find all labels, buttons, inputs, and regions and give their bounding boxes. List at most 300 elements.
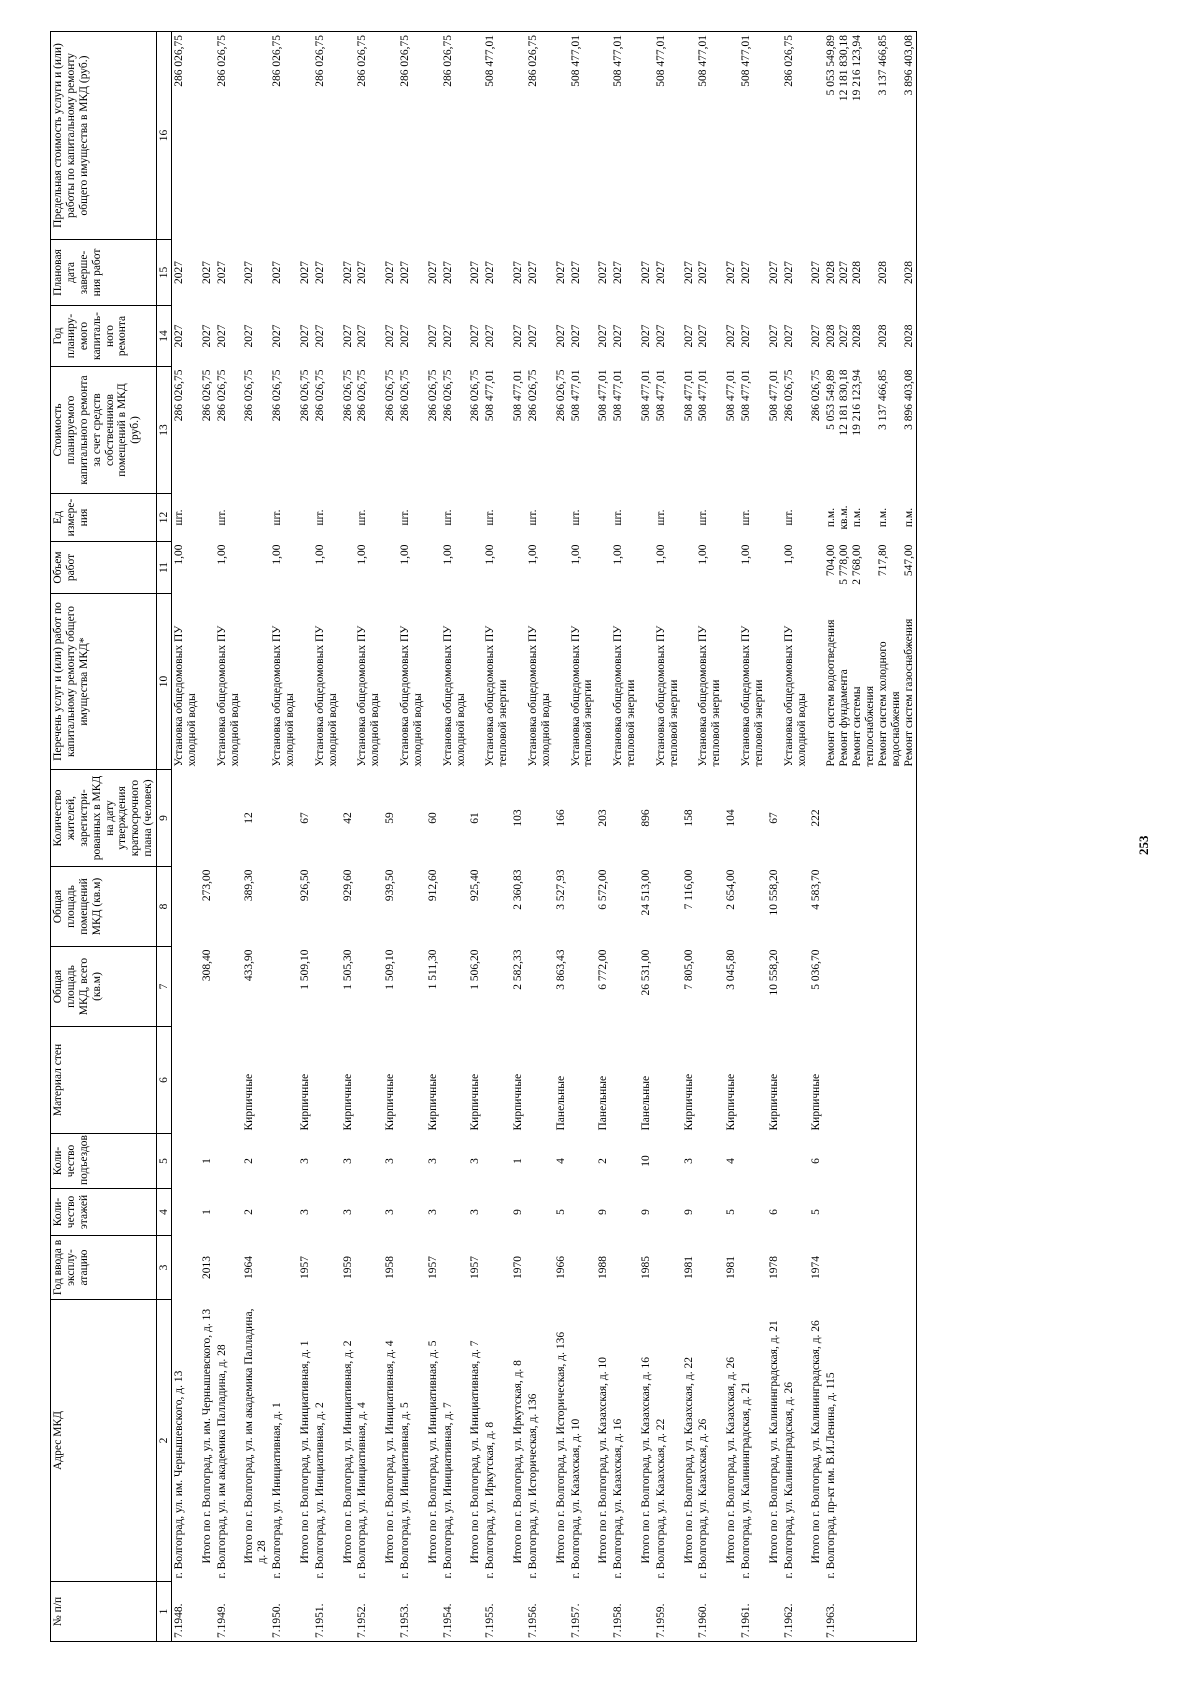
unit-cell bbox=[639, 494, 654, 542]
column-number: 6 bbox=[157, 1027, 172, 1134]
works-cell bbox=[554, 594, 569, 770]
cost-cell bbox=[782, 367, 810, 494]
unit-cell bbox=[767, 494, 782, 542]
end-year-cell bbox=[611, 240, 639, 306]
rooms-area-cell: 4 583,70 bbox=[810, 869, 823, 910]
subtotal-row bbox=[383, 32, 398, 1642]
cost-cell bbox=[824, 367, 917, 494]
volume-cell-line: 1,00 bbox=[356, 544, 369, 565]
row-number bbox=[242, 1582, 270, 1642]
row-number: 7.1959. bbox=[654, 1582, 682, 1642]
max-cost-cell bbox=[569, 32, 597, 240]
row-number bbox=[383, 1582, 398, 1642]
total-area-cell: 1 505,30 bbox=[341, 949, 354, 990]
column-number: 4 bbox=[157, 1189, 172, 1236]
wall-material-cell: Панельные bbox=[554, 1075, 567, 1131]
row-number: 7.1954. bbox=[441, 1582, 469, 1642]
address-cell: Итого по г. Волгоград, ул. Инициативная, д. 1 bbox=[298, 1340, 311, 1564]
total-area-cell bbox=[441, 947, 469, 1027]
volume-cell bbox=[341, 542, 356, 594]
subtotal-row bbox=[767, 32, 782, 1642]
table-row bbox=[654, 32, 682, 1642]
cost-cell-line: 508 477,01 bbox=[612, 369, 625, 422]
plan-year-cell bbox=[511, 306, 526, 367]
rooms-area-cell bbox=[313, 867, 341, 947]
floors-cell: 9 bbox=[597, 1209, 610, 1215]
volume-cell bbox=[270, 542, 298, 594]
total-area-cell bbox=[355, 947, 383, 1027]
plan-year-cell-line: 2028 bbox=[825, 324, 838, 348]
header-cell: Количество жителей, зарегистри-рованных в МКД на дату утверждения краткосрочного плана (человек) bbox=[51, 770, 157, 867]
total-area-cell bbox=[483, 947, 511, 1027]
plan-year-cell bbox=[724, 306, 739, 367]
year-built-cell: 1964 bbox=[243, 1256, 256, 1279]
end-year-cell bbox=[782, 240, 810, 306]
end-year-cell-line: 2027 bbox=[725, 261, 738, 284]
header-cell: Коли-чество этажей bbox=[51, 1189, 157, 1236]
max-cost-cell-line: 3 896 403,08 bbox=[902, 35, 915, 96]
header-cell: Адрес МКД bbox=[51, 1300, 157, 1582]
plan-year-cell bbox=[554, 306, 569, 367]
entrances-cell: 3 bbox=[469, 1158, 482, 1164]
volume-cell bbox=[355, 542, 383, 594]
total-area-cell: 1 509,10 bbox=[384, 949, 397, 990]
cost-cell bbox=[639, 367, 654, 494]
address-cell: Итого по г. Волгоград, ул. Казахская, д. 26 bbox=[725, 1357, 738, 1564]
max-cost-cell bbox=[383, 32, 398, 240]
cost-cell bbox=[398, 367, 426, 494]
wall-material-cell bbox=[270, 1027, 298, 1134]
total-area-cell bbox=[398, 947, 426, 1027]
works-cell bbox=[200, 594, 215, 770]
volume-cell bbox=[739, 542, 767, 594]
wall-material-cell: Кирпичные bbox=[298, 1073, 311, 1131]
works-cell bbox=[511, 594, 526, 770]
rooms-area-cell: 3 527,93 bbox=[554, 869, 567, 910]
rooms-area-cell bbox=[270, 867, 298, 947]
address-cell: г. Волгоград, ул. им. Чернышевского, д. 13 bbox=[173, 1370, 185, 1579]
row-number: 7.1962. bbox=[782, 1582, 810, 1642]
end-year-cell bbox=[682, 240, 697, 306]
end-year-cell-line: 2027 bbox=[441, 261, 454, 284]
table-row bbox=[569, 32, 597, 1642]
works-cell-line: водоснабжения bbox=[889, 691, 902, 767]
unit-cell bbox=[172, 494, 200, 542]
works-cell-line: Установка общедомовых ПУ bbox=[271, 625, 284, 767]
works-cell bbox=[298, 594, 313, 770]
volume-cell-line: 1,00 bbox=[612, 544, 625, 565]
table-row bbox=[739, 32, 767, 1642]
year-built-cell bbox=[739, 1236, 767, 1300]
max-cost-cell bbox=[682, 32, 697, 240]
year-built-cell bbox=[611, 1236, 639, 1300]
column-number: 1 bbox=[157, 1582, 172, 1642]
cost-cell-line: 508 477,01 bbox=[639, 369, 652, 422]
wall-material-cell: Кирпичные bbox=[682, 1073, 695, 1131]
total-area-cell: 308,40 bbox=[200, 949, 213, 982]
year-built-cell: 1957 bbox=[469, 1256, 482, 1279]
entrances-cell bbox=[398, 1134, 426, 1189]
floors-cell: 9 bbox=[512, 1209, 524, 1215]
plan-year-cell bbox=[611, 306, 639, 367]
address-cell: г. Волгоград, ул. Калининградская, д. 21 bbox=[740, 1381, 752, 1579]
floors-cell: 5 bbox=[554, 1209, 567, 1215]
year-built-cell bbox=[483, 1236, 511, 1300]
header-row bbox=[51, 32, 157, 1642]
year-built-cell: 1958 bbox=[384, 1256, 397, 1279]
works-cell-line: Ремонт системы bbox=[851, 686, 863, 767]
max-cost-cell bbox=[483, 32, 511, 240]
year-built-cell: 1970 bbox=[512, 1256, 524, 1279]
total-area-cell bbox=[782, 947, 810, 1027]
cost-cell bbox=[426, 367, 441, 494]
floors-cell bbox=[654, 1189, 682, 1236]
residents-cell: 67 bbox=[767, 812, 780, 824]
cost-cell-line bbox=[864, 370, 877, 491]
volume-cell bbox=[767, 542, 782, 594]
year-built-cell bbox=[696, 1236, 724, 1300]
works-cell-line: тепловой энергии bbox=[752, 679, 765, 767]
table-row bbox=[611, 32, 639, 1642]
unit-cell bbox=[426, 494, 441, 542]
volume-cell bbox=[682, 542, 697, 594]
unit-cell-line: п.м. bbox=[902, 507, 915, 528]
max-cost-cell-line: 3 137 466,85 bbox=[876, 35, 889, 96]
end-year-cell-line: 2027 bbox=[173, 261, 185, 284]
works-cell bbox=[483, 594, 511, 770]
floors-cell bbox=[172, 1189, 200, 1236]
capital-repair-table bbox=[50, 31, 917, 1642]
end-year-cell-line: 2027 bbox=[426, 261, 439, 284]
address-cell: г. Волгоград, ул. Инициативная, д. 5 bbox=[399, 1402, 411, 1579]
row-number bbox=[426, 1582, 441, 1642]
max-cost-cell-line: 286 026,75 bbox=[215, 35, 228, 87]
cost-cell bbox=[383, 367, 398, 494]
works-cell bbox=[172, 594, 200, 770]
end-year-cell-line: 2027 bbox=[654, 261, 667, 284]
wall-material-cell bbox=[526, 1027, 554, 1134]
header-cell: Плановая дата заверше-ния работ bbox=[51, 240, 157, 306]
rooms-area-cell bbox=[355, 867, 383, 947]
residents-cell bbox=[441, 770, 469, 867]
residents-cell bbox=[739, 770, 767, 867]
subtotal-row bbox=[724, 32, 739, 1642]
end-year-cell bbox=[270, 240, 298, 306]
works-cell bbox=[468, 594, 483, 770]
end-year-cell-line: 2028 bbox=[825, 261, 838, 284]
unit-cell-line: шт. bbox=[612, 509, 625, 526]
max-cost-cell bbox=[426, 32, 441, 240]
table-row bbox=[526, 32, 554, 1642]
row-number: 7.1949. bbox=[215, 1582, 243, 1642]
wall-material-cell bbox=[696, 1027, 724, 1134]
table-row bbox=[313, 32, 341, 1642]
rooms-area-cell: 389,30 bbox=[243, 869, 256, 902]
plan-year-cell-line: 2027 bbox=[384, 324, 397, 348]
works-cell-line: холодной воды bbox=[185, 693, 198, 767]
end-year-cell-line: 2028 bbox=[876, 261, 889, 284]
column-number: 13 bbox=[157, 367, 172, 494]
year-built-cell: 1978 bbox=[767, 1256, 780, 1279]
entrances-cell bbox=[569, 1134, 597, 1189]
plan-year-cell bbox=[824, 306, 917, 367]
row-number: 7.1963. bbox=[824, 1582, 917, 1642]
year-built-cell bbox=[355, 1236, 383, 1300]
end-year-cell bbox=[341, 240, 356, 306]
unit-cell-line: шт. bbox=[569, 509, 582, 526]
works-cell bbox=[596, 594, 611, 770]
max-cost-cell-line: 5 053 549,89 bbox=[825, 35, 838, 96]
year-built-cell: 1957 bbox=[298, 1256, 311, 1279]
max-cost-cell bbox=[341, 32, 356, 240]
cost-cell bbox=[270, 367, 298, 494]
cost-cell-line: 19 216 123,94 bbox=[851, 369, 863, 436]
cost-cell-line: 286 026,75 bbox=[313, 369, 326, 422]
floors-cell bbox=[398, 1189, 426, 1236]
max-cost-cell bbox=[242, 32, 270, 240]
cost-cell-line: 286 026,75 bbox=[173, 369, 185, 422]
header-cell: Материал стен bbox=[51, 1027, 157, 1134]
plan-year-cell-line: 2027 bbox=[740, 324, 752, 348]
plan-year-cell bbox=[355, 306, 383, 367]
table-row bbox=[696, 32, 724, 1642]
end-year-cell-line: 2027 bbox=[569, 261, 582, 284]
volume-cell-line: 1,00 bbox=[569, 544, 582, 565]
works-cell-line: холодной воды bbox=[284, 693, 296, 767]
end-year-cell bbox=[511, 240, 526, 306]
wall-material-cell: Кирпичные bbox=[341, 1073, 354, 1131]
cost-cell-line: 508 477,01 bbox=[597, 369, 610, 422]
table-row bbox=[441, 32, 469, 1642]
end-year-cell-line: 2027 bbox=[740, 261, 752, 284]
column-number: 3 bbox=[157, 1236, 172, 1300]
end-year-cell-line: 2027 bbox=[341, 261, 354, 284]
total-area-cell bbox=[313, 947, 341, 1027]
floors-cell: 9 bbox=[682, 1209, 695, 1215]
max-cost-cell bbox=[215, 32, 243, 240]
plan-year-cell bbox=[696, 306, 724, 367]
floors-cell bbox=[270, 1189, 298, 1236]
volume-cell bbox=[569, 542, 597, 594]
table-row bbox=[782, 32, 810, 1642]
cost-cell-line: 286 026,75 bbox=[810, 369, 823, 422]
end-year-cell bbox=[696, 240, 724, 306]
unit-cell-line: шт. bbox=[697, 509, 710, 526]
floors-cell: 3 bbox=[469, 1209, 482, 1215]
row-number bbox=[200, 1582, 215, 1642]
volume-cell bbox=[596, 542, 611, 594]
max-cost-cell-line: 286 026,75 bbox=[526, 35, 539, 87]
volume-cell-line: 1,00 bbox=[740, 544, 752, 565]
end-year-cell bbox=[441, 240, 469, 306]
volume-cell-line: 717,80 bbox=[876, 544, 889, 577]
plan-year-cell bbox=[468, 306, 483, 367]
row-number: 7.1950. bbox=[270, 1582, 298, 1642]
cost-cell-line: 508 477,01 bbox=[697, 369, 710, 422]
address-cell: г. Волгоград, ул. Казахская, д. 22 bbox=[654, 1418, 667, 1579]
max-cost-cell bbox=[298, 32, 313, 240]
wall-material-cell bbox=[782, 1027, 810, 1134]
unit-cell-line: шт. bbox=[484, 509, 497, 526]
total-area-cell bbox=[654, 947, 682, 1027]
cost-cell-line: 286 026,75 bbox=[426, 369, 439, 422]
cost-cell bbox=[242, 367, 270, 494]
works-cell bbox=[313, 594, 341, 770]
column-number: 10 bbox=[157, 594, 172, 770]
floors-cell bbox=[483, 1189, 511, 1236]
table-row bbox=[355, 32, 383, 1642]
end-year-cell-line: 2027 bbox=[612, 261, 625, 284]
cost-cell bbox=[554, 367, 569, 494]
entrances-cell: 1 bbox=[512, 1158, 524, 1164]
residents-cell: 61 bbox=[469, 812, 482, 824]
works-cell-line: холодной воды bbox=[795, 693, 808, 767]
plan-year-cell-line: 2027 bbox=[271, 324, 284, 348]
floors-cell: 5 bbox=[725, 1209, 738, 1215]
max-cost-cell bbox=[468, 32, 483, 240]
unit-cell bbox=[654, 494, 682, 542]
end-year-cell-line: 2027 bbox=[767, 261, 780, 284]
year-built-cell bbox=[654, 1236, 682, 1300]
rooms-area-cell: 925,40 bbox=[469, 869, 482, 902]
residents-cell: 67 bbox=[298, 812, 311, 824]
wall-material-cell bbox=[313, 1027, 341, 1134]
end-year-cell bbox=[313, 240, 341, 306]
plan-year-cell bbox=[682, 306, 697, 367]
floors-cell bbox=[611, 1189, 639, 1236]
cost-cell bbox=[441, 367, 469, 494]
works-cell bbox=[682, 594, 697, 770]
works-cell bbox=[696, 594, 724, 770]
works-cell-line: Установка общедомовых ПУ bbox=[313, 625, 326, 767]
floors-cell: 1 bbox=[200, 1209, 213, 1215]
volume-cell bbox=[696, 542, 724, 594]
header-cell: Коли-чество подъездов bbox=[51, 1134, 157, 1189]
end-year-cell-line: 2027 bbox=[200, 261, 213, 284]
plan-year-cell-line: 2028 bbox=[902, 324, 915, 348]
max-cost-cell-line: 286 026,75 bbox=[356, 35, 369, 87]
subtotal-row bbox=[200, 32, 215, 1642]
end-year-cell-line: 2027 bbox=[597, 261, 610, 284]
works-cell-line: тепловой энергии bbox=[667, 679, 680, 767]
plan-year-cell bbox=[200, 306, 215, 367]
max-cost-cell-line bbox=[890, 35, 903, 237]
plan-year-cell-line: 2027 bbox=[697, 324, 710, 348]
max-cost-cell bbox=[441, 32, 469, 240]
unit-cell bbox=[554, 494, 569, 542]
cost-cell-line: 508 477,01 bbox=[512, 369, 524, 422]
rooms-area-cell bbox=[739, 867, 767, 947]
max-cost-cell bbox=[398, 32, 426, 240]
total-area-cell bbox=[270, 947, 298, 1027]
end-year-cell bbox=[242, 240, 270, 306]
works-cell bbox=[809, 594, 824, 770]
rooms-area-cell: 929,60 bbox=[341, 869, 354, 902]
works-cell-line: Установка общедомовых ПУ bbox=[740, 625, 752, 767]
volume-cell-line: 1,00 bbox=[782, 544, 795, 565]
address-cell: Итого по г. Волгоград, ул. Инициативная, д. 2 bbox=[341, 1340, 354, 1564]
cost-cell-line: 508 477,01 bbox=[682, 369, 695, 422]
max-cost-cell bbox=[639, 32, 654, 240]
cost-cell-line: 286 026,75 bbox=[243, 369, 256, 422]
wall-material-cell: Кирпичные bbox=[512, 1073, 524, 1131]
entrances-cell: 2 bbox=[597, 1158, 610, 1164]
cost-cell bbox=[682, 367, 697, 494]
wall-material-cell: Кирпичные bbox=[767, 1073, 780, 1131]
end-year-cell bbox=[355, 240, 383, 306]
floors-cell bbox=[355, 1189, 383, 1236]
residents-cell bbox=[611, 770, 639, 867]
cost-cell-line: 508 477,01 bbox=[484, 369, 497, 422]
volume-cell-line bbox=[890, 545, 903, 591]
row-number bbox=[724, 1582, 739, 1642]
rooms-area-cell bbox=[611, 867, 639, 947]
rooms-area-cell: 939,50 bbox=[384, 869, 397, 902]
works-cell-line: Установка общедомовых ПУ bbox=[356, 625, 369, 767]
address-cell: г. Волгоград, ул. Иркутская, д. 8 bbox=[484, 1421, 497, 1579]
row-number: 7.1961. bbox=[739, 1582, 767, 1642]
residents-cell: 166 bbox=[554, 809, 567, 827]
max-cost-cell-line: 19 216 123,94 bbox=[851, 35, 863, 102]
subtotal-row bbox=[639, 32, 654, 1642]
end-year-cell-line: 2027 bbox=[298, 261, 311, 284]
works-cell bbox=[654, 594, 682, 770]
end-year-cell-line bbox=[890, 243, 903, 303]
cost-cell-line: 286 026,75 bbox=[526, 369, 539, 422]
header-cell: Общая площадь помещений МКД (кв.м) bbox=[51, 867, 157, 947]
entrances-cell bbox=[767, 1134, 782, 1189]
rooms-area-cell bbox=[824, 867, 917, 947]
unit-cell bbox=[313, 494, 341, 542]
plan-year-cell-line bbox=[864, 309, 877, 364]
max-cost-cell bbox=[824, 32, 917, 240]
end-year-cell bbox=[526, 240, 554, 306]
volume-cell-line: 1,00 bbox=[215, 544, 228, 565]
max-cost-cell-line: 508 477,01 bbox=[484, 35, 497, 87]
entrances-cell: 3 bbox=[298, 1158, 311, 1164]
cost-cell-line: 286 026,75 bbox=[441, 369, 454, 422]
cost-cell bbox=[569, 367, 597, 494]
end-year-cell bbox=[824, 240, 917, 306]
row-number bbox=[639, 1582, 654, 1642]
entrances-cell bbox=[654, 1134, 682, 1189]
unit-cell bbox=[511, 494, 526, 542]
residents-cell bbox=[569, 770, 597, 867]
volume-cell bbox=[441, 542, 469, 594]
works-cell-line: Установка общедомовых ПУ bbox=[697, 625, 710, 767]
rooms-area-cell: 2 654,00 bbox=[725, 869, 738, 910]
max-cost-cell-line: 508 477,01 bbox=[612, 35, 625, 87]
volume-cell bbox=[639, 542, 654, 594]
max-cost-cell-line: 12 181 830,18 bbox=[838, 35, 851, 102]
max-cost-cell-line: 286 026,75 bbox=[173, 35, 185, 87]
year-built-cell bbox=[526, 1236, 554, 1300]
residents-cell bbox=[654, 770, 682, 867]
residents-cell bbox=[215, 770, 243, 867]
entrances-cell: 1 bbox=[200, 1158, 213, 1164]
entrances-cell: 4 bbox=[725, 1158, 738, 1164]
address-cell: г. Волгоград, ул. Инициативная, д. 2 bbox=[313, 1402, 326, 1579]
volume-cell-line: 547,00 bbox=[902, 544, 915, 577]
plan-year-cell bbox=[313, 306, 341, 367]
wall-material-cell bbox=[611, 1027, 639, 1134]
header-cell: Год планиру-емого капиталь-ного ремонта bbox=[51, 306, 157, 367]
cost-cell bbox=[483, 367, 511, 494]
floors-cell bbox=[739, 1189, 767, 1236]
wall-material-cell bbox=[441, 1027, 469, 1134]
year-built-cell: 2013 bbox=[200, 1256, 213, 1279]
unit-cell-line: шт. bbox=[782, 509, 795, 526]
